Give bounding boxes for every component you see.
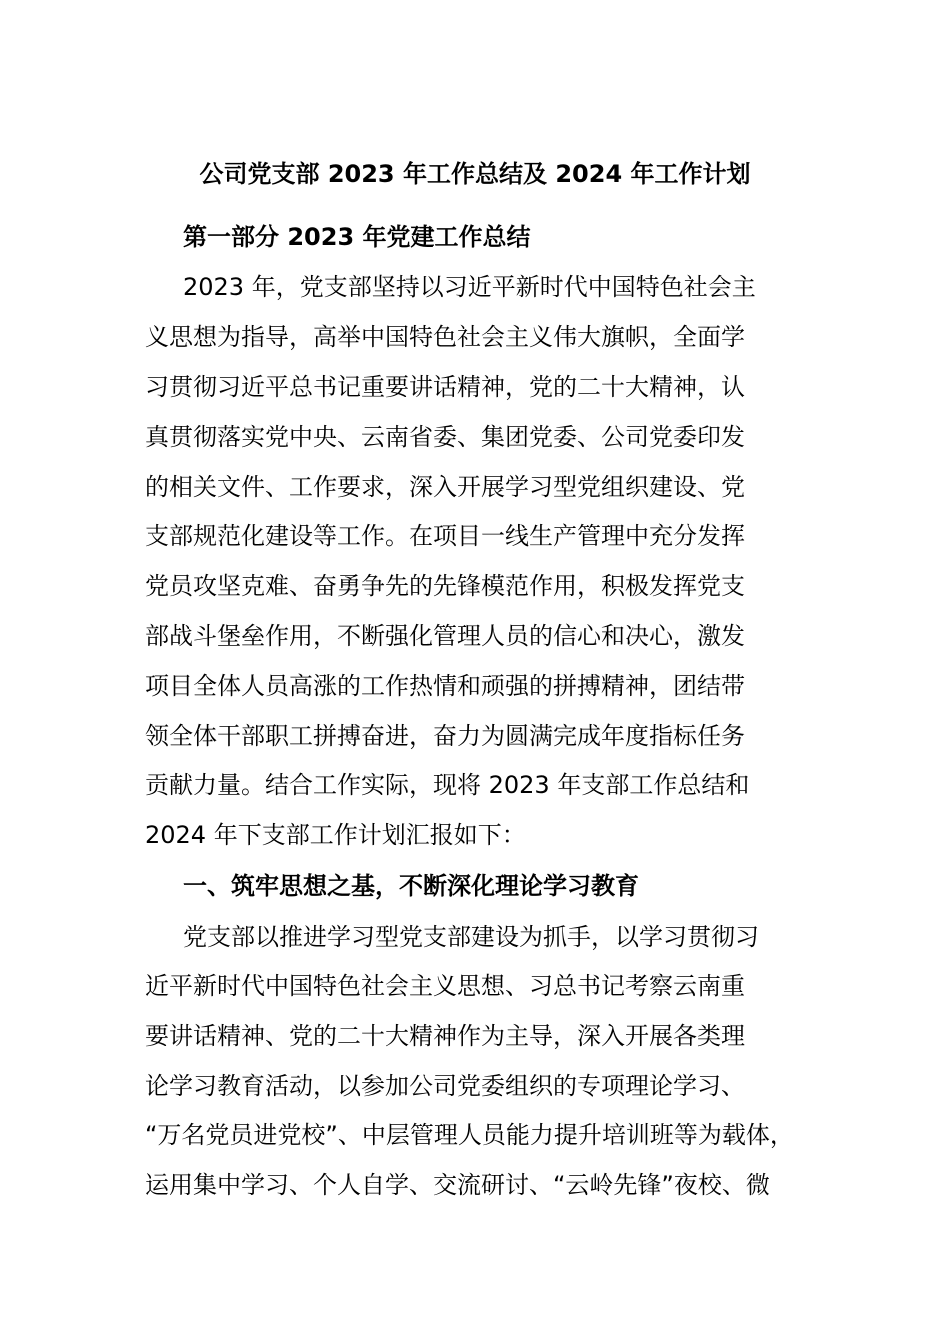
paragraph-line: 党支部以推进学习型党支部建设为抓手，以学习贯彻习 — [183, 923, 759, 951]
paragraph-line: 的相关文件、工作要求，深入开展学习型党组织建设、党 — [145, 473, 745, 501]
paragraph-line: 近平新时代中国特色社会主义思想、习总书记考察云南重 — [145, 972, 745, 1000]
document-title: 公司党支部 2023 年工作总结及 2024 年工作计划 — [199, 160, 751, 188]
paragraph-line: 部战斗堡垒作用，不断强化管理人员的信心和决心，激发 — [145, 622, 745, 650]
paragraph-line: 运用集中学习、个人自学、交流研讨、“云岭先锋”夜校、微 — [145, 1171, 770, 1199]
paragraph-line: 支部规范化建设等工作。在项目一线生产管理中充分发挥 — [145, 522, 745, 550]
section-1-heading: 一、筑牢思想之基，不断深化理论学习教育 — [183, 872, 639, 900]
paragraph-line: 2024 年下支部工作计划汇报如下： — [145, 821, 526, 849]
paragraph-line: 习贯彻习近平总书记重要讲话精神，党的二十大精神，认 — [145, 373, 745, 401]
paragraph-line: 义思想为指导，高举中国特色社会主义伟大旗帜，全面学 — [145, 323, 745, 351]
part-heading: 第一部分 2023 年党建工作总结 — [183, 223, 531, 251]
paragraph-line: 领全体干部职工拼搏奋进，奋力为圆满完成年度指标任务 — [145, 722, 745, 750]
paragraph-line: 党员攻坚克难、奋勇争先的先锋模范作用，积极发挥党支 — [145, 572, 745, 600]
paragraph-line: 真贯彻落实党中央、云南省委、集团党委、公司党委印发 — [145, 423, 745, 451]
paragraph-line: 2023 年，党支部坚持以习近平新时代中国特色社会主 — [183, 273, 756, 301]
paragraph-line: 项目全体人员高涨的工作热情和顽强的拼搏精神，团结带 — [145, 672, 745, 700]
paragraph-line: 论学习教育活动，以参加公司党委组织的专项理论学习、 — [145, 1072, 745, 1100]
paragraph-line: 贡献力量。结合工作实际，现将 2023 年支部工作总结和 — [145, 771, 750, 799]
paragraph-line: 要讲话精神、党的二十大精神作为主导，深入开展各类理 — [145, 1022, 745, 1050]
paragraph-line: “万名党员进党校”、中层管理人员能力提升培训班等为载体， — [145, 1121, 794, 1149]
